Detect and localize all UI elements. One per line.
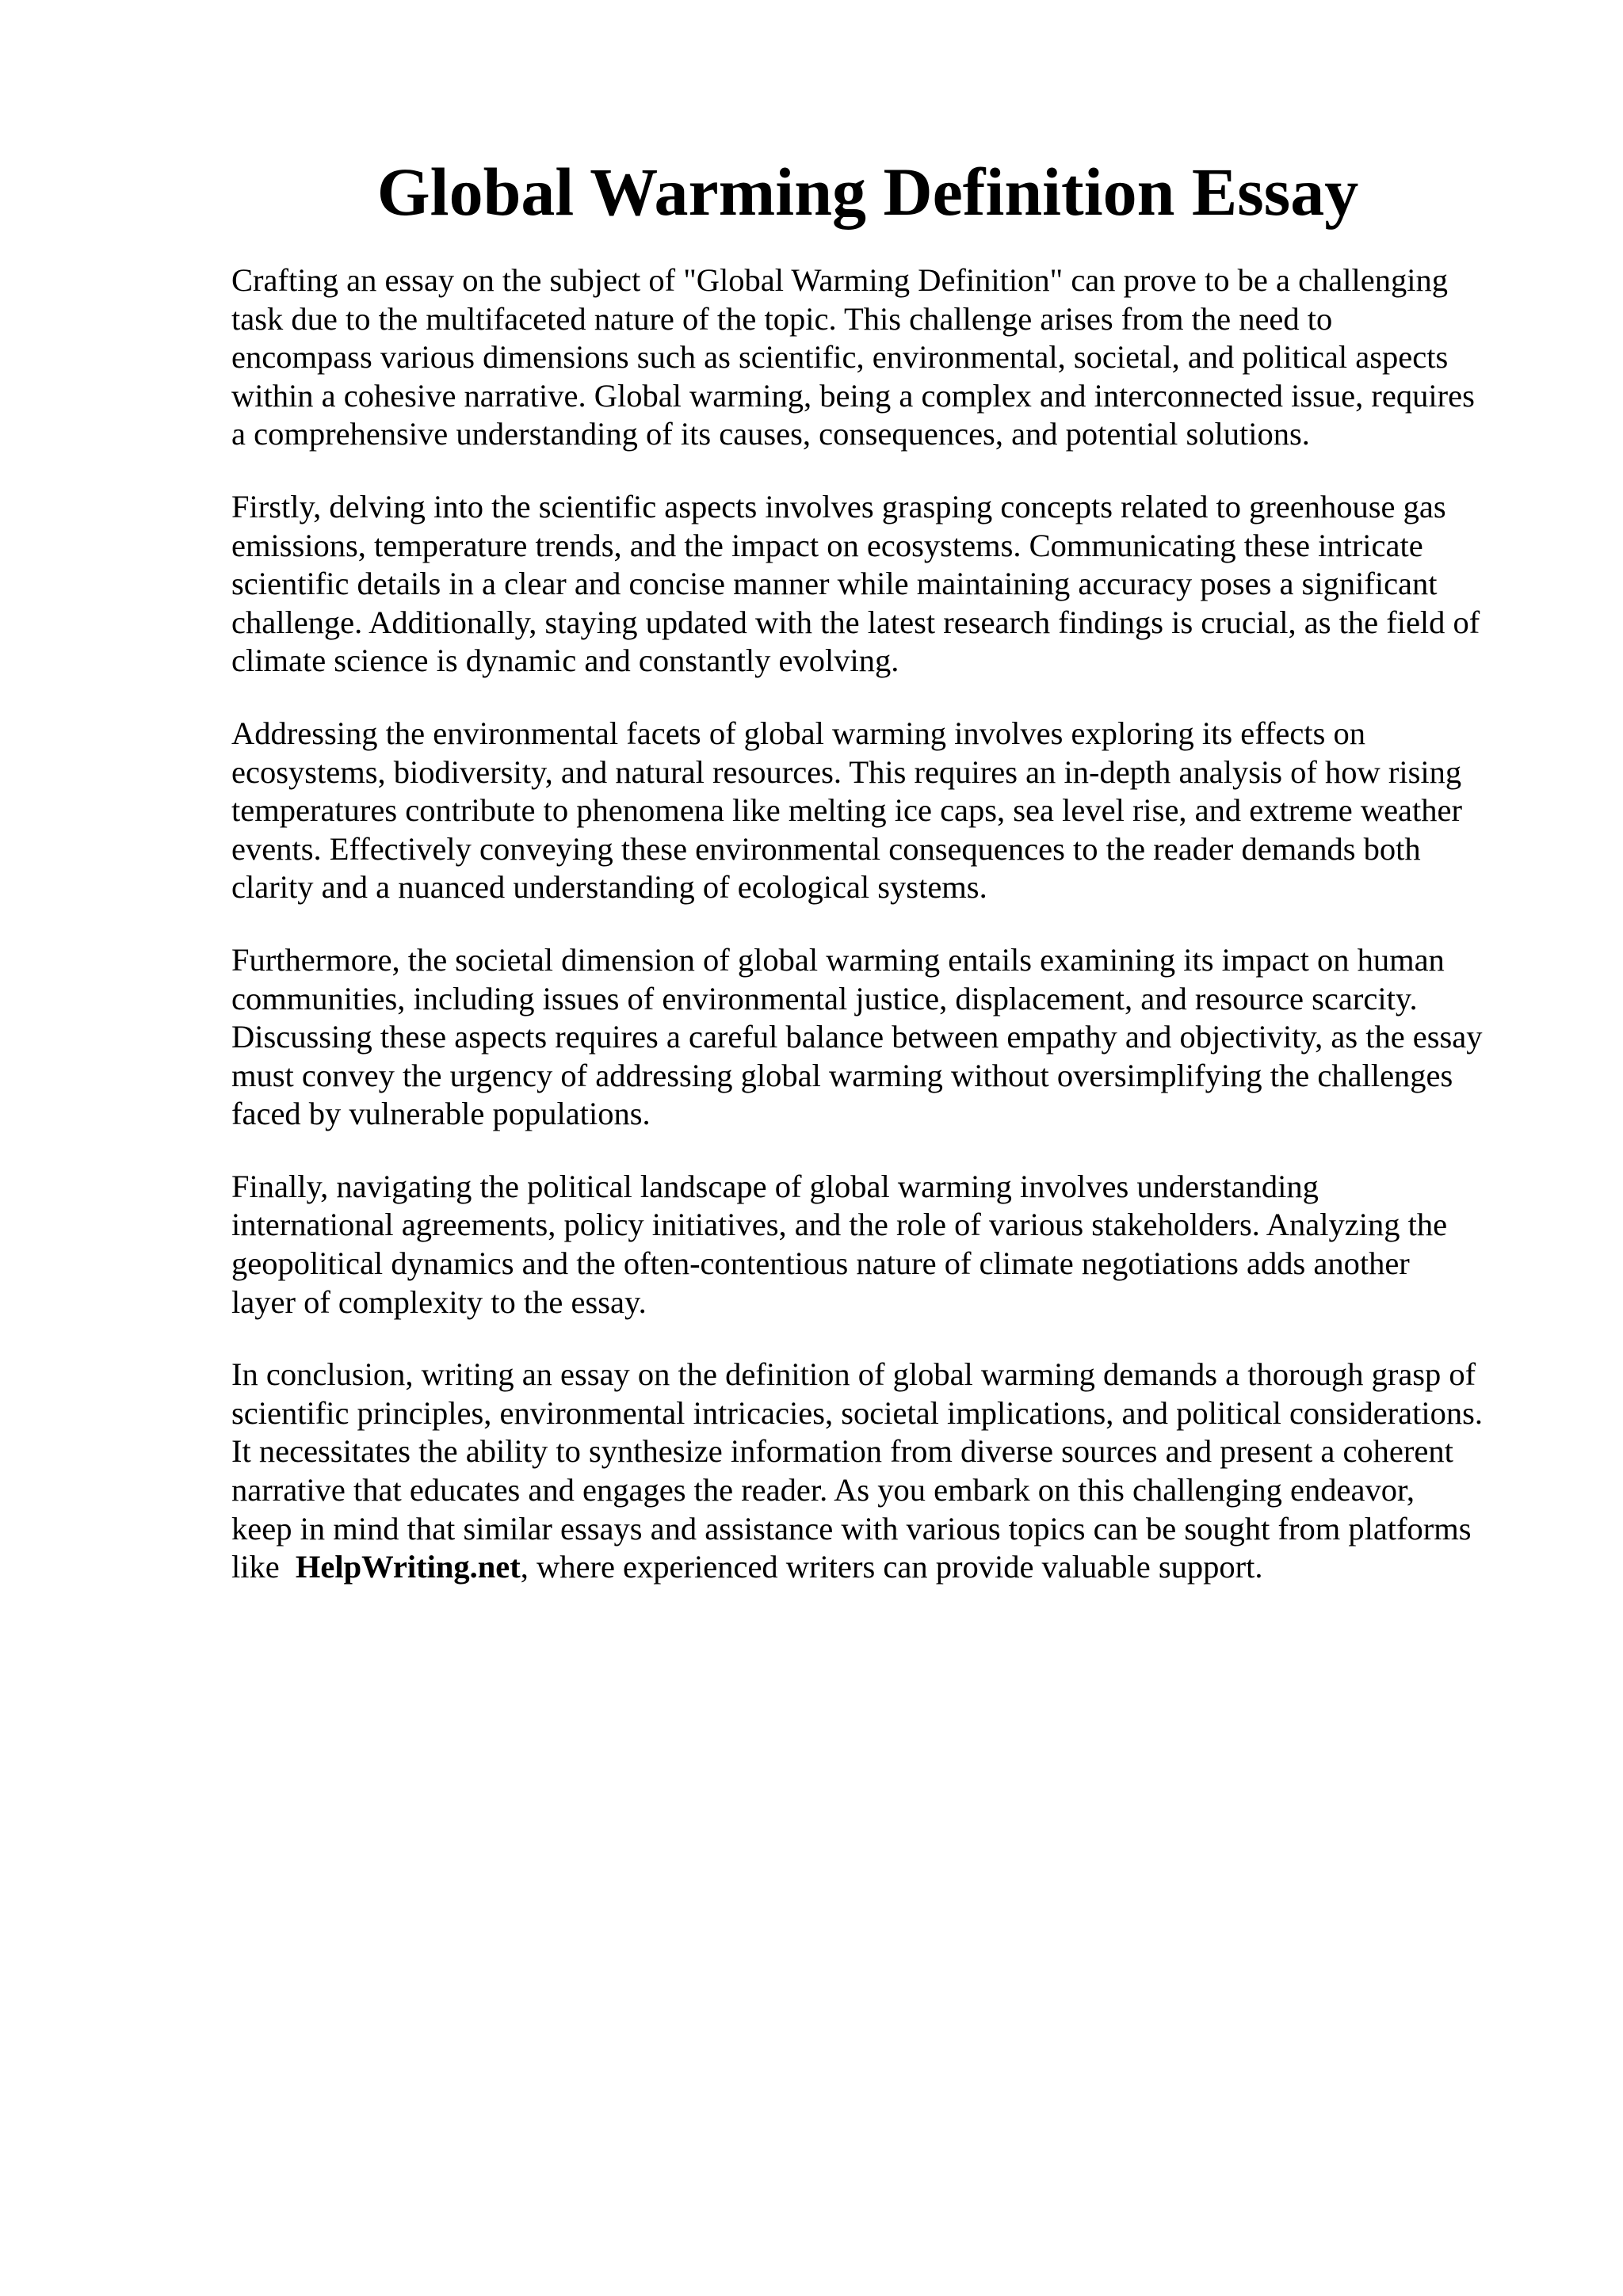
text-line: a comprehensive understanding of its causes, consequences, and potential solutions. [231, 416, 1310, 452]
text-line: It necessitates the ability to synthesize information from diverse sources and present a coherent [231, 1433, 1453, 1470]
text-line: keep in mind that similar essays and assistance with various topics can be sought from platforms [231, 1510, 1472, 1547]
paragraph-conclusion [231, 1356, 1539, 1587]
text-line: communities, including issues of environmental justice, displacement, and resource scarcity. [231, 980, 1418, 1016]
text-line: Firstly, delving into the scientific aspects involves grasping concepts related to greenhouse gas [231, 488, 1446, 524]
text-line: scientific details in a clear and concise manner while maintaining accuracy poses a significant [231, 566, 1438, 602]
text-line: events. Effectively conveying these environmental consequences to the reader demands both [231, 830, 1421, 867]
text-line: international agreements, policy initiatives, and the role of various stakeholders. Analyzing the [231, 1207, 1448, 1243]
text-line: In conclusion, writing an essay on the definition of global warming demands a thorough grasp of [231, 1356, 1476, 1393]
paragraph-environmental [231, 715, 1539, 907]
paragraph-scientific [231, 488, 1539, 681]
text-line: Crafting an essay on the subject of "Global Warming Definition" can prove to be a challenging [231, 262, 1449, 298]
line-prefix: like [231, 1549, 280, 1585]
paragraph-societal [231, 941, 1539, 1134]
text-line: Addressing the environmental facets of global warming involves exploring its effects on [231, 715, 1366, 751]
text-line: Finally, navigating the political landscape of global warming involves understanding [231, 1168, 1319, 1204]
text-line: temperatures contribute to phenomena like melting ice caps, sea level rise, and extreme weather [231, 792, 1462, 829]
text-line: task due to the multifaceted nature of the topic. This challenge arises from the need to [231, 300, 1333, 337]
text-line: faced by vulnerable populations. [231, 1096, 651, 1132]
text-line: challenge. Additionally, staying updated with the latest research findings is crucial, as the field of [231, 604, 1480, 640]
text-line: clarity and a nuanced understanding of ecological systems. [231, 869, 987, 906]
text-line: encompass various dimensions such as scientific, environmental, societal, and political aspects [231, 339, 1449, 376]
text-line: geopolitical dynamics and the often-contentious nature of climate negotiations adds another [231, 1245, 1410, 1282]
paragraph-intro [231, 261, 1539, 454]
paragraph-political [231, 1168, 1539, 1322]
text-line: scientific principles, environmental intricacies, societal implications, and political considerations. [231, 1394, 1484, 1431]
helpwriting-link[interactable]: HelpWriting.net [295, 1549, 521, 1585]
text-line: climate science is dynamic and constantly evolving. [231, 643, 899, 679]
line-suffix: , where experienced writers can provide valuable support. [520, 1549, 1263, 1585]
page-title: Global Warming Definition Essay [376, 154, 1359, 230]
text-line: emissions, temperature trends, and the impact on ecosystems. Communicating these intricate [231, 527, 1423, 563]
text-line: Furthermore, the societal dimension of global warming entails examining its impact on human [231, 941, 1445, 978]
essay-body [231, 261, 1539, 1621]
text-line: must convey the urgency of addressing global warming without oversimplifying the challenges [231, 1057, 1453, 1093]
text-line: within a cohesive narrative. Global warming, being a complex and interconnected issue, requires [231, 377, 1475, 414]
text-line: ecosystems, biodiversity, and natural resources. This requires an in-depth analysis of how rising [231, 753, 1462, 790]
text-line-final [231, 1548, 1539, 1587]
text-line: Discussing these aspects requires a careful balance between empathy and objectivity, as the essay [231, 1019, 1483, 1055]
text-line: layer of complexity to the essay. [231, 1283, 647, 1320]
text-line: narrative that educates and engages the reader. As you embark on this challenging endeavor, [231, 1472, 1415, 1508]
